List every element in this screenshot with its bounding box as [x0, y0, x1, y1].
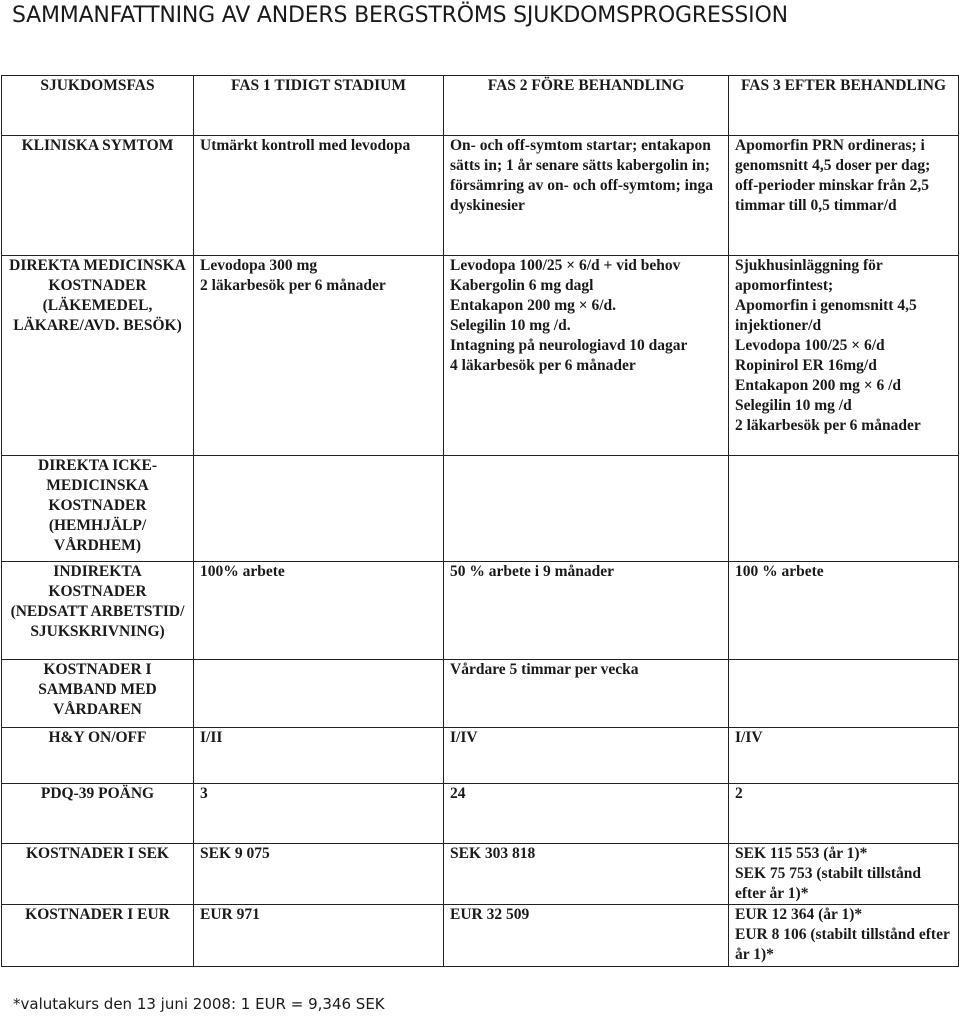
pdq-label: PDQ-39 POÄNG — [2, 784, 194, 844]
phase3-header: FAS 3 EFTER BEHANDLING — [729, 76, 959, 136]
direct-medical-phase2-line: Levodopa 100/25 × 6/d + vid behov — [450, 257, 681, 274]
sek-label: KOSTNADER I SEK — [2, 844, 194, 905]
direct-nonmedical-label: DIREKTA ICKE-MEDICINSKA KOSTNADER (HEMHJÄLP/ VÅRDHEM) — [2, 456, 194, 562]
indirect-row — [2, 562, 959, 660]
progression-summary-table — [1, 75, 959, 967]
indirect-label: INDIREKTA KOSTNADER (NEDSATT ARBETSTID/ SJUKSKRIVNING) — [2, 562, 194, 660]
direct-medical-phase3-line: Apomorfin i genomsnitt 4,5 injektioner/d — [735, 297, 917, 334]
hy-label: H&Y ON/OFF — [2, 728, 194, 784]
currency-footnote: *valutakurs den 13 juni 2008: 1 EUR = 9,346 SEK — [13, 995, 385, 1013]
direct-medical-phase2-line: Entakapon 200 mg × 6/d. — [450, 297, 617, 314]
direct-medical-phase3-line: Entakapon 200 mg × 6 /d — [735, 377, 902, 394]
direct-medical-phase1 — [194, 256, 444, 456]
direct-medical-phase2-line: 4 läkarbesök per 6 månader — [450, 357, 636, 374]
direct-medical-phase3-line: Ropinirol ER 16mg/d — [735, 357, 877, 374]
eur-phase1: EUR 971 — [194, 905, 444, 967]
carer-label: KOSTNADER I SAMBAND MED VÅRDAREN — [2, 660, 194, 728]
symptoms-label: KLINISKA SYMTOM — [2, 136, 194, 256]
sek-row — [2, 844, 959, 905]
hy-phase2: I/IV — [444, 728, 729, 784]
direct-medical-phase3 — [729, 256, 959, 456]
direct-medical-phase2-line: Intagning på neurologiavd 10 dagar — [450, 337, 688, 354]
eur-phase2: EUR 32 509 — [444, 905, 729, 967]
sek-phase3-line: SEK 115 553 (år 1)* — [735, 845, 868, 862]
direct-medical-phase2-line: Kabergolin 6 mg dagl — [450, 277, 594, 294]
phase-label-header: SJUKDOMSFAS — [2, 76, 194, 136]
symptoms-phase2: On- och off-symtom startar; entakapon sätts in; 1 år senare sätts kabergolin in; försämring av on- och off-symtom; inga dyskinesier — [444, 136, 729, 256]
indirect-phase3: 100 % arbete — [729, 562, 959, 660]
direct-nonmedical-phase3 — [729, 456, 959, 562]
sek-phase2: SEK 303 818 — [444, 844, 729, 905]
indirect-phase2: 50 % arbete i 9 månader — [444, 562, 729, 660]
direct-medical-phase1-line: 2 läkarbesök per 6 månader — [200, 277, 386, 294]
eur-row — [2, 905, 959, 967]
pdq-row — [2, 784, 959, 844]
sek-phase3 — [729, 844, 959, 905]
symptoms-phase3: Apomorfin PRN ordineras; i genomsnitt 4,5 doser per dag; off-perioder minskar från 2,5 timmar till 0,5 timmar/d — [729, 136, 959, 256]
pdq-phase3: 2 — [729, 784, 959, 844]
symptoms-phase1: Utmärkt kontroll med levodopa — [194, 136, 444, 256]
pdq-phase1: 3 — [194, 784, 444, 844]
direct-medical-phase3-line: Levodopa 100/25 × 6/d — [735, 337, 885, 354]
hy-phase1: I/II — [194, 728, 444, 784]
carer-phase3 — [729, 660, 959, 728]
direct-medical-phase3-line: 2 läkarbesök per 6 månader — [735, 417, 921, 434]
phase2-header: FAS 2 FÖRE BEHANDLING — [444, 76, 729, 136]
indirect-phase1: 100% arbete — [194, 562, 444, 660]
eur-phase3-line: EUR 12 364 (år 1)* — [735, 906, 863, 923]
hy-row — [2, 728, 959, 784]
hy-phase3: I/IV — [729, 728, 959, 784]
carer-phase1 — [194, 660, 444, 728]
page-title: SAMMANFATTNING AV ANDERS BERGSTRÖMS SJUKDOMSPROGRESSION — [12, 3, 788, 28]
direct-medical-phase2 — [444, 256, 729, 456]
direct-medical-phase3-line: Sjukhusinläggning för apomorfintest; — [735, 257, 883, 294]
carer-phase2: Vårdare 5 timmar per vecka — [444, 660, 729, 728]
sek-phase1: SEK 9 075 — [194, 844, 444, 905]
direct-nonmedical-phase1 — [194, 456, 444, 562]
eur-phase3-line: EUR 8 106 (stabilt tillstånd efter år 1)* — [735, 926, 950, 963]
direct-medical-row — [2, 256, 959, 456]
direct-nonmedical-phase2 — [444, 456, 729, 562]
direct-medical-phase1-line: Levodopa 300 mg — [200, 257, 318, 274]
symptoms-row — [2, 136, 959, 256]
direct-medical-phase2-line: Selegilin 10 mg /d. — [450, 317, 571, 334]
eur-phase3 — [729, 905, 959, 967]
sek-phase3-line: SEK 75 753 (stabilt tillstånd efter år 1)* — [735, 865, 922, 902]
phase1-header: FAS 1 TIDIGT STADIUM — [194, 76, 444, 136]
carer-row — [2, 660, 959, 728]
pdq-phase2: 24 — [444, 784, 729, 844]
header-row — [2, 76, 959, 136]
direct-medical-label: DIREKTA MEDICINSKA KOSTNADER (LÄKEMEDEL, LÄKARE/AVD. BESÖK) — [2, 256, 194, 456]
direct-medical-phase3-line: Selegilin 10 mg /d — [735, 397, 852, 414]
direct-nonmedical-row — [2, 456, 959, 562]
eur-label: KOSTNADER I EUR — [2, 905, 194, 967]
